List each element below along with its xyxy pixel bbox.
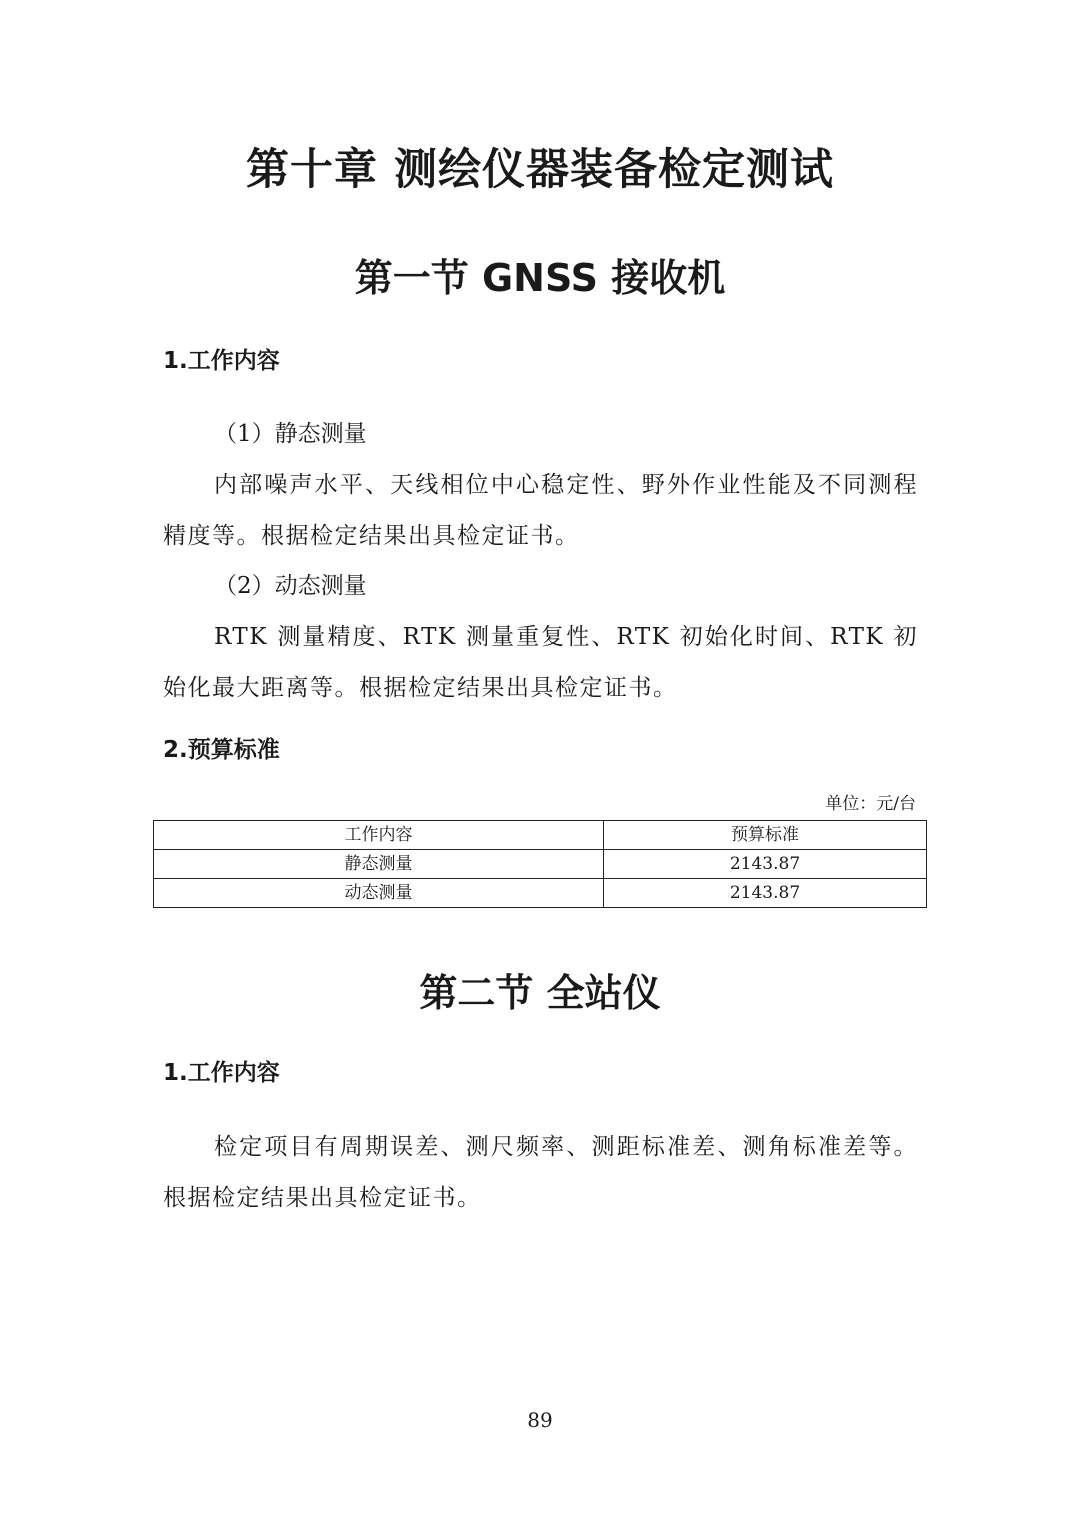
total-station-text: 检定项目有周期误差、测尺频率、测距标准差、测角标准差等。根据检定结果出具检定证书。 — [163, 1134, 918, 1211]
table-cell: 动态测量 — [154, 879, 604, 908]
budget-table — [153, 820, 927, 908]
table-cell: 2143.87 — [604, 879, 927, 908]
section-title-gnss: 第一节 GNSS 接收机 — [354, 256, 726, 300]
table-header-row — [154, 821, 927, 850]
work-content-heading: 1.工作内容 — [163, 1060, 280, 1086]
dynamic-measurement-text: RTK 测量精度、RTK 测量重复性、RTK 初始化时间、RTK 初始化最大距离等。根据检定结果出具检定证书。 — [163, 624, 918, 701]
table-row — [154, 879, 927, 908]
table-cell: 2143.87 — [604, 850, 927, 879]
chapter-title: 第十章 测绘仪器装备检定测试 — [246, 145, 834, 195]
unit-note: 单位：元/台 — [825, 794, 916, 814]
table-header-cell: 工作内容 — [154, 821, 604, 850]
table-cell: 静态测量 — [154, 850, 604, 879]
table-row — [154, 850, 927, 879]
page-number: 89 — [527, 1408, 553, 1432]
section-title-total-station: 第二节 全站仪 — [419, 971, 661, 1015]
work-content-heading: 1.工作内容 — [163, 348, 280, 374]
static-measurement-label: （1）静态测量 — [214, 421, 367, 447]
static-measurement-text: 内部噪声水平、天线相位中心稳定性、野外作业性能及不同测程精度等。根据检定结果出具检定证书。 — [163, 472, 918, 549]
budget-heading: 2.预算标准 — [163, 737, 280, 763]
dynamic-measurement-label: （2）动态测量 — [214, 573, 367, 599]
table-header-cell: 预算标准 — [604, 821, 927, 850]
